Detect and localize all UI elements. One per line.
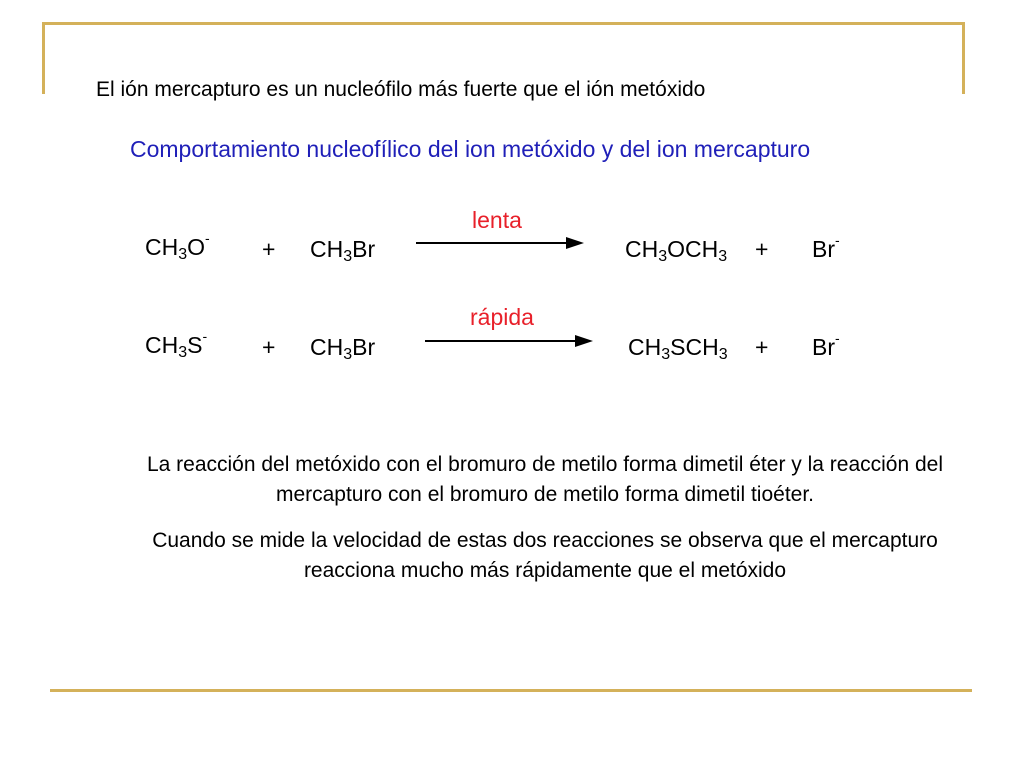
reaction1-plus1: + (262, 236, 276, 262)
reaction2-reactant1: $CH_3S^-$ (145, 328, 208, 361)
subtitle: Comportamiento nucleofílico del ion metóxido y del ion mercapturo (130, 136, 811, 162)
paragraph-rate-observation: Cuando se mide la velocidad de estas dos reacciones se observa que el mercapturo reacciona mucho más rápidamente que el metóxido (152, 529, 938, 582)
reaction1-rate-label: lenta (472, 207, 522, 233)
reaction2-rate-label: rápida (470, 304, 534, 330)
headline: El ión mercapturo es un nucleófilo más fuerte que el ión metóxido (96, 78, 706, 101)
reaction2-product1: $CH_3SCH_3$ (628, 334, 728, 363)
frame-top-line (42, 22, 964, 25)
reaction1-arrow-icon (416, 236, 584, 250)
reaction1-reactant1: $CH_3O^-$ (145, 230, 210, 263)
reaction2-reactant2: $CH_3Br$ (310, 334, 376, 363)
reaction2-plus2: + (755, 334, 769, 360)
frame-left-line (42, 22, 45, 94)
reaction1-reactant2: $CH_3Br$ (310, 236, 376, 265)
paragraph-reaction-description: La reacción del metóxido con el bromuro de metilo forma dimetil éter y la reacción del mercapturo con el bromuro de metilo forma dimetil tioéter. (146, 453, 944, 506)
reaction1-product2: Br- (812, 232, 840, 262)
reaction1-plus2: + (755, 236, 769, 262)
reaction2-arrow-icon (425, 334, 593, 348)
reaction2-plus1: + (262, 334, 276, 360)
reaction2-product2: Br- (812, 330, 840, 360)
frame-bottom-line (50, 689, 972, 692)
reaction1-product1: $CH_3OCH_3$ (625, 236, 728, 265)
frame-right-line (962, 22, 965, 94)
